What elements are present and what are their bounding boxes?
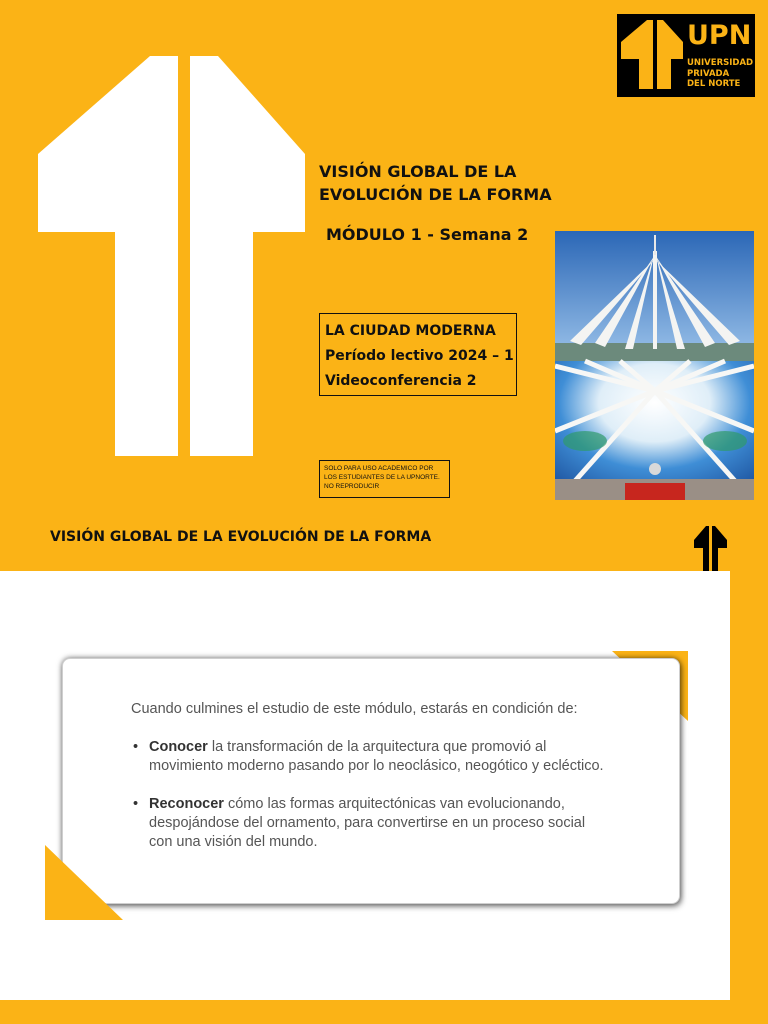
objective-text: la transformación de la arquitectura que promovió al movimiento moderno pasando por lo neoclásico, neogótico y ecléctico. — [149, 739, 604, 774]
module-label: MÓDULO 1 - Semana 2 — [326, 225, 529, 244]
bullet-icon: • — [133, 739, 139, 755]
logo-line: DEL NORTE — [687, 79, 741, 89]
logo-university-name — [687, 58, 753, 90]
slide-title — [319, 160, 569, 206]
upn-logo-arrows-icon — [617, 14, 687, 97]
bottom-accent-bar — [0, 1000, 768, 1024]
right-accent-bar — [730, 571, 768, 1000]
info-line: Videoconferencia 2 — [325, 373, 477, 389]
info-line: Período lectivo 2024 – 1 — [325, 348, 514, 364]
slide-header — [0, 500, 768, 571]
objective-item — [131, 738, 611, 776]
header-title: VISIÓN GLOBAL DE LA EVOLUCIÓN DE LA FORMA — [50, 529, 432, 545]
info-line: LA CIUDAD MODERNA — [325, 323, 496, 339]
objectives-intro: Cuando culmines el estudio de este módulo, estarás en condición de: — [131, 701, 578, 717]
objectives-content — [131, 700, 611, 871]
cathedral-photo — [555, 231, 754, 500]
objective-text: cómo las formas arquitectónicas van evolucionando, despojándose del ornamento, para convertirse en un proceso social con una visión del mundo. — [149, 796, 586, 850]
logo-brand-text: UPN — [687, 20, 752, 51]
title-slide — [0, 0, 768, 500]
upn-small-logo — [682, 518, 738, 571]
corner-accent-bottom-left — [45, 845, 123, 920]
upn-arrows-graphic — [0, 0, 320, 500]
bullet-icon: • — [133, 796, 139, 812]
logo-line: PRIVADA — [687, 68, 730, 79]
academic-disclaimer: SOLO PARA USO ACADEMICO POR LOS ESTUDIANTES DE LA UPNORTE. NO REPRODUCIR — [319, 460, 450, 498]
objective-keyword: Reconocer — [149, 796, 224, 812]
logo-line: UNIVERSIDAD — [687, 58, 754, 68]
upn-logo — [617, 14, 755, 97]
title-line: VISIÓN GLOBAL DE LA — [319, 162, 517, 181]
title-line: EVOLUCIÓN DE LA FORMA — [319, 185, 552, 204]
objective-keyword: Conocer — [149, 739, 208, 755]
upn-arrows-icon — [682, 518, 738, 571]
session-info-box — [319, 313, 517, 396]
objective-item — [131, 795, 611, 852]
